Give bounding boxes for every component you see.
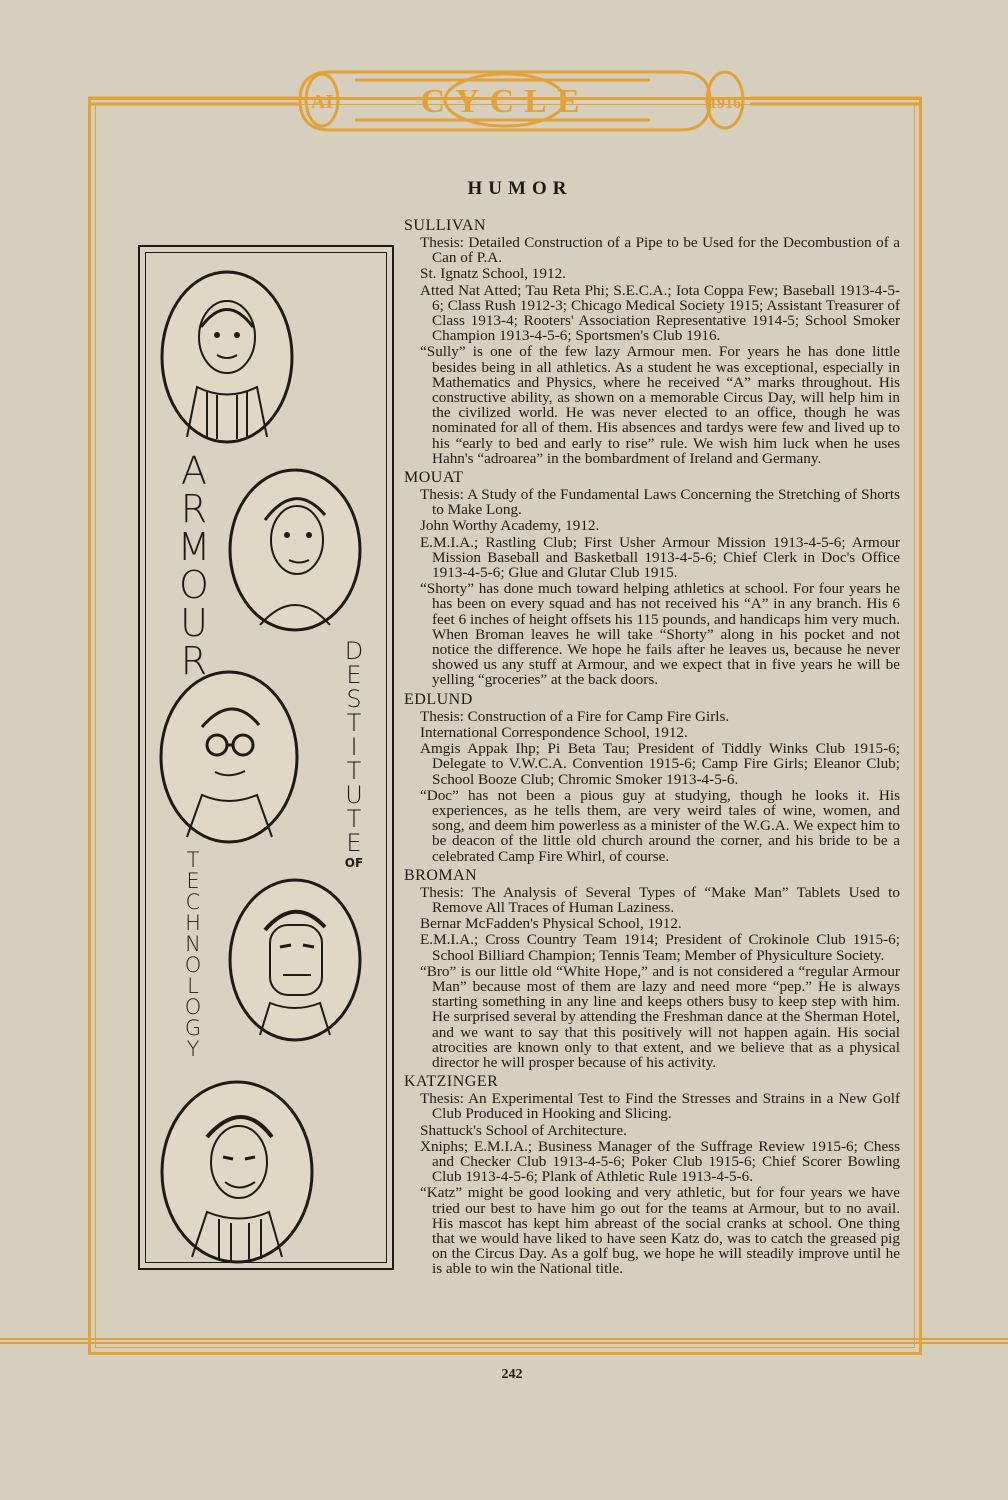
entry-activities: Xniphs; E.M.I.A.; Business Manager of the Suffrage Review 1915-6; Chess and Checker Club 1913-4-5-6; Poker Club 1915-6; Chief Scorer Bowling Club 1913-4-5-6; Plank of Athletic Rule 1913-4-5-6. [420,1137,900,1186]
letter-armour-2: R [180,487,208,531]
portrait-edlund [157,667,302,847]
letter-armour-1: A [181,449,207,493]
cycle-header-banner [0,60,1008,170]
letter-destitute-1: D [344,637,364,665]
header-left-badge: AI [310,91,334,113]
letter-destitute-2: E [346,661,362,689]
letter-technology-5: N [185,932,201,956]
sidebar-word-destitute [338,639,370,869]
entry-thesis: Thesis: Detailed Construction of a Pipe to be Used for the Decombustion of a Can of P.A. [420,234,900,267]
letter-technology-10: Y [186,1037,200,1061]
entry-description: “Sully” is one of the few lazy Armour men. For years he has done little besides being in all athletics. As a student he was exceptional, especially in Mathematics and Physics, where he received “A” marks throughout. His constructive ability, as shown on a memorable Circus Day, will help him in the civilized world. He was never elected to an office, though he was nominated for all of them. His absences and tardys were few and lived up to his “early to bed and early to rise” rule. We wish him luck when he uses Hahn's “adroarea” in the bombardment of Ireland and Germany. [420,343,900,467]
letter-technology-7: L [187,974,199,998]
humor-entries [404,218,900,1281]
entry-name: EDLUND [404,690,473,708]
header-title: CYCLE [420,83,590,120]
entry-name: SULLIVAN [404,217,486,234]
entry-description: “Shorty” has done much toward helping athletics at school. For four years he has been on every squad and has not received his “A” in any branch. His 6 feet 6 inches of height offsets his 115 pounds, and handicaps him very much. When Broman leaves he will take “Shorty” along in his pocket and not notice the difference. We hope he fails after he leaves us, because he never showed us any stuff at Armour, and we expect that in five years he will be yelling “groceries” at the back doors. [420,580,900,689]
letter-destitute-7: U [345,781,363,809]
header-right-badge: 1916 [709,95,741,112]
entry-school: International Correspondence School, 1912. [420,723,688,741]
letter-destitute-6: T [346,757,362,785]
letter-destitute-9: E [346,829,362,857]
letter-technology-6: O [184,953,202,977]
letter-technology-1: T [186,848,200,872]
entry-thesis: Thesis: An Experimental Test to Find the Stresses and Strains in a New Golf Club Produced in Hooking and Slicing. [420,1090,900,1123]
entry-school: Bernar McFadden's Physical School, 1912. [420,915,682,933]
letter-armour-3: M [177,525,211,569]
entry-mouat [404,470,900,688]
entry-broman [404,868,900,1070]
letter-armour-6: R [180,639,208,683]
section-title: HUMOR [467,178,573,199]
sidebar-word-technology [178,850,208,1060]
entry-activities: Atted Nat Atted; Tau Reta Phi; S.E.C.A.; Iota Coppa Few; Baseball 1913-4-5-6; Class Rush 1912-3; Chicago Medical Society 1915; Assistant Treasurer of Class 1913-4; Rooters' Association Representative 1914-5; School Smoker Champion 1913-4-5-6; Sportsmen's Club 1916. [420,281,900,345]
entry-activities: Amgis Appak Ihp; Pi Beta Tau; President of Tiddly Winks Club 1915-6; Delegate to V.W.C.A. Convention 1915-6; Camp Fire Girls; Eleanor Club; School Booze Club; Chromic Smoker 1913-4-5-6. [420,740,900,788]
entry-sullivan [404,218,900,466]
entry-name: BROMAN [404,866,478,884]
letter-technology-3: C [185,890,201,914]
letter-technology-8: O [184,995,202,1019]
entry-description: “Bro” is our little old “White Hope,” and is not considered a “regular Armour Man” because most of them are lazy and need more “pep.” He is always starting something in any line and keeps others busy to keep step with him. He surprised several by attending the Freshman dance at the Sherman Hotel, and we want to say that this positively will not happen again. His social atrocities are known only to that extent, and we believe that as a physical director he will prosper because of his activity. [420,962,900,1071]
entry-name: KATZINGER [404,1073,499,1091]
entry-school: John Worthy Academy, 1912. [420,517,600,535]
sidebar-word-armour [172,449,216,683]
page-number: 242 [501,1367,523,1382]
entry-thesis: Thesis: Construction of a Fire for Camp Fire Girls. [420,707,730,725]
letter-destitute-of: OF [344,856,364,870]
caricature-strip [138,245,394,1270]
bottom-rule [0,1338,1008,1344]
letter-destitute-8: T [346,805,362,833]
letter-armour-5: U [180,601,208,645]
entry-katzinger [404,1074,900,1276]
entry-school: St. Ignatz School, 1912. [420,265,566,283]
letter-technology-9: G [184,1016,202,1040]
letter-destitute-4: T [346,709,362,737]
entry-thesis: Thesis: A Study of the Fundamental Laws Concerning the Stretching of Shorts to Make Long. [420,486,900,519]
entry-description: “Doc” has not been a pious guy at studying, though he looks it. His experiences, as he tells them, are very weird tales of wine, women, and song, and deem him powerless as a minister of the W.G.A. We expect him to be deacon of the little old church around the corner, and his bride to be a celebrated Camp Fire Whirl, of course. [420,786,900,865]
portrait-broman [225,875,365,1045]
portrait-sullivan [157,267,297,447]
portrait-katzinger [157,1077,317,1267]
entry-school: Shattuck's School of Architecture. [420,1121,627,1139]
entry-thesis: Thesis: The Analysis of Several Types of “Make Man” Tablets Used to Remove All Traces of Human Laziness. [420,883,900,916]
entry-name: MOUAT [404,469,464,487]
letter-destitute-5: I [350,733,358,761]
letter-technology-4: H [185,911,201,935]
letter-destitute-3: S [346,685,362,713]
letter-armour-4: O [179,563,209,607]
letter-technology-2: E [186,869,200,893]
entry-edlund [404,692,900,864]
entry-activities: E.M.I.A.; Cross Country Team 1914; President of Crokinole Club 1915-6; School Billiard Champion; Tennis Team; Member of Physiculture Society. [420,931,900,964]
entry-description: “Katz” might be good looking and very athletic, but for four years we have tried our best to have him go out for the teams at Armour, but to no avail. His mascot has kept him abreast of the social cranks at school. One thing that we would have liked to have seen Katz do, was to catch the greased pig on the Circus Day. As a golf bug, we hope he will steadily improve until he is able to win the National title. [420,1184,900,1278]
portrait-mouat [225,465,365,635]
entry-activities: E.M.I.A.; Rastling Club; First Usher Armour Mission 1913-4-5-6; Armour Mission Baseball and Basketball 1913-4-5-6; Chief Clerk in Doc's Office 1913-4-5-6; Glue and Glutar Club 1915. [420,533,900,582]
